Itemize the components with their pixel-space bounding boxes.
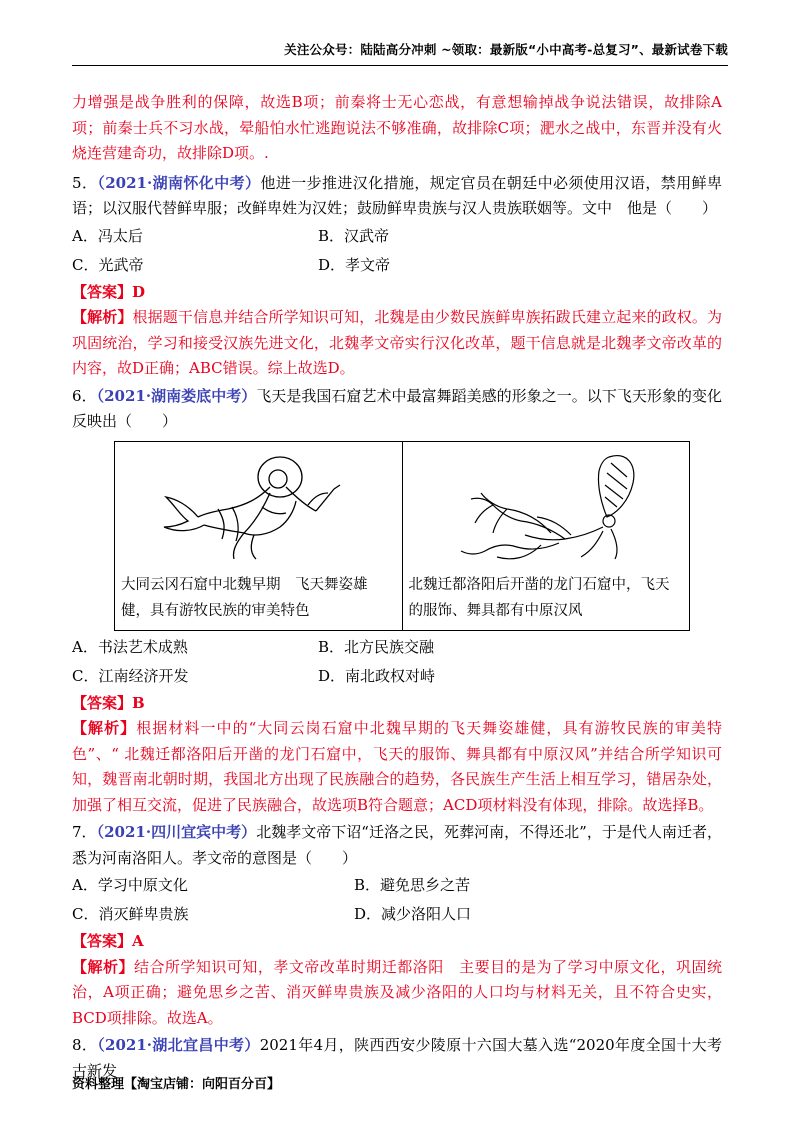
- question-source: （2021·湖南娄底中考）: [96, 386, 257, 405]
- answer-line: [72, 929, 722, 955]
- intro-analysis: 力增强是战争胜利的保障，故选B项；前秦将士无心恋战，有意想输掉战争说法错误，故排除A项；前秦士兵不习水战，晕船怕水忙逃跑说法不够准确，故排除C项；淝水之战中，东晋并没有火烧连营建奇功，故排除D项。.: [72, 93, 722, 162]
- question-source: （2021·湖北宜昌中考）: [97, 1036, 260, 1054]
- analysis-label: 【解析】: [72, 957, 134, 976]
- page-content: [72, 90, 722, 1084]
- analysis-text: 根据题干信息并结合所学知识可知，北魏是由少数民族鲜卑族拓跋氏建立起来的政权。为巩固统治，学习和接受汉族先进文化，北魏孝文帝实行汉化改革，题干信息就是北魏孝文帝改革的内容，故D正确；ABC错误。综上故选D。: [72, 308, 722, 377]
- question-7-stem: [72, 820, 722, 871]
- answer-value: D: [132, 282, 146, 301]
- question-5-stem: [72, 171, 722, 222]
- figure-right-caption: 北魏迁都洛阳后开凿的龙门石窟中，飞天的服饰、舞具都有中原汉风: [408, 576, 670, 619]
- page-header: 关注公众号：陆陆高分冲刺 ~领取：最新版“小中高考-总复习”、最新试卷下载: [284, 42, 728, 57]
- answer-line: [72, 280, 722, 306]
- option-d: D．南北政权对峙: [318, 666, 436, 685]
- analysis-label: 【解析】: [72, 719, 137, 737]
- answer-label: 【答案】: [72, 693, 133, 712]
- longmen-feitian-image: [403, 442, 690, 572]
- answer-value: A: [132, 932, 144, 950]
- page-footer: 资料整理【淘宝店铺：向阳百分百】: [72, 1077, 281, 1092]
- feitian-figure: [114, 441, 690, 631]
- option-a: A．冯太后: [72, 226, 143, 245]
- option-b: B．避免思乡之苦: [354, 876, 471, 894]
- analysis-text: 结合所学知识可知，孝文帝改革时期迁都洛阳 主要目的是为了学习中原文化，巩固统治，A项正确；避免思乡之苦、消灭鲜卑贵族及减少洛阳的人口均与材料无关，且不符合史实，BCD项排除。故选A。: [72, 957, 722, 1027]
- flying-apsara-later-illustration: [441, 447, 651, 567]
- analysis-label: 【解析】: [72, 308, 133, 326]
- question-text: 2021年4月，陕西西安少陵原十六国大墓入选“2020年度全国十大考古新发: [72, 1036, 722, 1080]
- yungang-feitian-image: [115, 442, 402, 572]
- option-b: B．北方民族交融: [318, 637, 435, 656]
- question-number: 7．: [72, 823, 97, 841]
- question-5: [72, 171, 722, 382]
- figure-left-panel: [115, 442, 402, 630]
- option-b: B．汉武帝: [318, 226, 390, 245]
- option-a: A．学习中原文化: [72, 876, 188, 894]
- options: [72, 871, 722, 929]
- question-number: 6．: [72, 386, 97, 405]
- answer-value: B: [132, 693, 145, 712]
- option-c: C．消灭鲜卑贵族: [72, 905, 189, 923]
- question-6-stem: [72, 384, 722, 435]
- question-text: 飞天是我国石窟艺术中最富舞蹈美感的形象之一。以下飞天形象的变化反映出（ ）: [72, 386, 722, 430]
- figure-right-panel: [402, 442, 690, 630]
- analysis: [72, 716, 722, 818]
- analysis-text: 根据材料一中的“大同云岗石窟中北魏早期的飞天舞姿雄健，具有游牧民族的审美特色”、“ 北魏迁都洛阳后开凿的龙门石窟中，飞天的服饰、舞具都有中原汉风”并结合所学知识可知，魏晋南北朝时期，我国北方出现了民族融合的趋势，各民族生产生活上相互学习，错居杂处，加强了相互交流，促进了民族融合，故选项B符合题意；ACD项材料没有体现，排除。故选择B。: [72, 719, 722, 814]
- question-6: [72, 384, 722, 819]
- question-text: 北魏孝文帝下诏“迁洛之民，死葬河南，不得还北”，于是代人南迁者，悉为河南洛阳人。孝文帝的意图是（ ）: [72, 823, 722, 867]
- figure-left-caption: 大同云冈石窟中北魏早期 飞天舞姿雄健，具有游牧民族的审美特色: [121, 576, 368, 619]
- answer-label: 【答案】: [72, 282, 133, 301]
- option-c: C．光武帝: [72, 255, 144, 274]
- option-d: D．孝文帝: [318, 255, 391, 274]
- option-c: C．江南经济开发: [72, 666, 189, 685]
- question-7: [72, 820, 722, 1031]
- option-d: D．减少洛阳人口: [354, 905, 472, 923]
- option-a: A．书法艺术成熟: [72, 637, 188, 656]
- options: [72, 633, 722, 691]
- analysis: [72, 955, 722, 1032]
- answer-label: 【答案】: [72, 932, 133, 950]
- question-number: 8．: [72, 1036, 98, 1054]
- analysis: [72, 305, 722, 382]
- flying-apsara-early-illustration: [158, 447, 358, 567]
- answer-line: [72, 691, 722, 717]
- question-source: （2021·湖南怀化中考）: [97, 173, 261, 192]
- header-rule: [72, 65, 728, 66]
- question-text: 他进一步推进汉化措施，规定官员在朝廷中必须使用汉语，禁用鲜卑语；以汉服代替鲜卑服；改鲜卑姓为汉姓；鼓励鲜卑贵族与汉人贵族联姻等。文中 他是（ ）: [72, 173, 722, 217]
- options: [72, 222, 722, 280]
- question-number: 5．: [72, 173, 98, 192]
- question-source: （2021·四川宜宾中考）: [96, 823, 257, 841]
